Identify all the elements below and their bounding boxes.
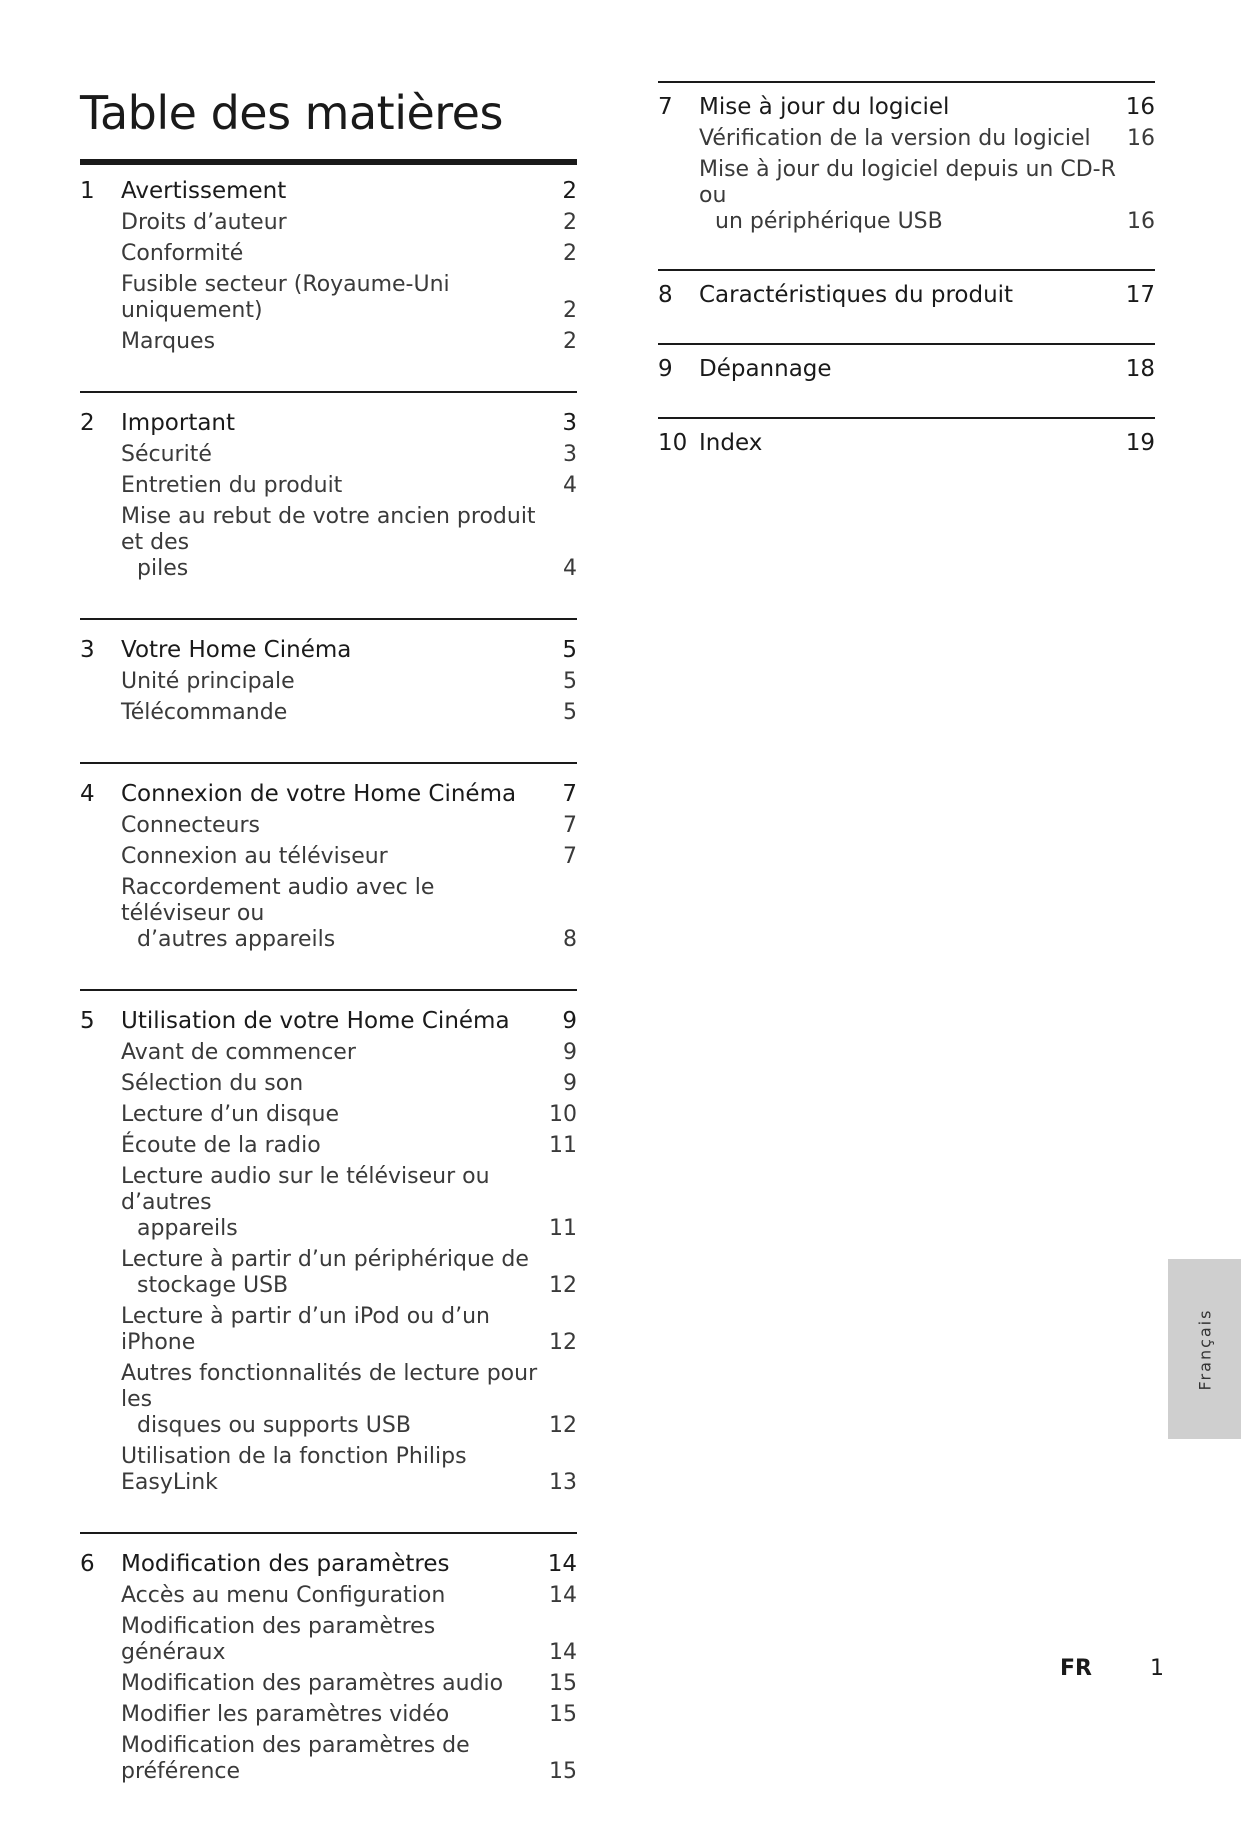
entry-title-line: Accès au menu Configuration: [121, 1583, 446, 1608]
entry-title-line: Télécommande: [121, 700, 288, 725]
entry-title-line: Mise à jour du logiciel depuis un CD-R ou: [699, 157, 1116, 208]
toc-entry[interactable]: [121, 1161, 577, 1244]
toc-entry[interactable]: [121, 810, 577, 841]
chapter-number: 6: [80, 1551, 95, 1577]
entry-title-line: Modification des paramètres audio: [121, 1671, 504, 1696]
entry-title-line: appareils: [137, 1216, 238, 1241]
toc-section-6: [80, 1532, 577, 1787]
toc-section-8: [658, 269, 1155, 311]
toc-entry[interactable]: [121, 207, 577, 238]
entry-page: 5: [563, 669, 577, 694]
entry-title-line: Lecture à partir d’un périphérique de: [121, 1247, 529, 1272]
chapter-heading[interactable]: [80, 407, 577, 439]
toc-section-3: [80, 618, 577, 728]
entry-title: [121, 473, 541, 499]
chapter-page: 5: [562, 637, 577, 663]
entry-title: [121, 1164, 541, 1242]
chapter-page: 17: [1125, 282, 1155, 308]
entry-page: 5: [563, 700, 577, 725]
chapter-number: 9: [658, 356, 673, 382]
page-footer: [1060, 1656, 1164, 1681]
entry-title-line: Lecture à partir d’un iPod ou d’un iPhone: [121, 1304, 490, 1355]
chapter-page: 7: [562, 781, 577, 807]
entry-title: [121, 1102, 541, 1128]
toc-entry[interactable]: [121, 1699, 577, 1730]
entry-title: [121, 1444, 541, 1496]
entry-title: [121, 241, 541, 267]
chapter-heading[interactable]: [80, 175, 577, 207]
entry-title: [121, 1361, 541, 1439]
entry-page: 14: [549, 1583, 577, 1608]
entry-title: [121, 1133, 541, 1159]
chapter-heading[interactable]: [658, 279, 1155, 311]
entry-title: [121, 1733, 541, 1785]
toc-section-2: [80, 391, 577, 584]
entry-page: 15: [549, 1759, 577, 1784]
chapter-title: Utilisation de votre Home Cinéma: [121, 1008, 510, 1034]
entry-page: 16: [1127, 126, 1155, 151]
entry-title: [121, 329, 541, 355]
entry-title: [121, 813, 541, 839]
chapter-title: Votre Home Cinéma: [121, 637, 352, 663]
toc-entry[interactable]: [121, 1130, 577, 1161]
chapter-page: 2: [562, 178, 577, 204]
chapter-heading[interactable]: [80, 1005, 577, 1037]
entry-title: [121, 1614, 541, 1666]
chapter-title: Avertissement: [121, 178, 287, 204]
entry-title: [121, 875, 541, 953]
entry-title-line: Entretien du produit: [121, 473, 343, 498]
toc-entry[interactable]: [121, 1358, 577, 1441]
footer-language: FR: [1060, 1656, 1092, 1681]
toc-column-left: [80, 159, 577, 1821]
toc-entry[interactable]: [121, 1099, 577, 1130]
toc-entry[interactable]: [121, 439, 577, 470]
entry-page: 8: [563, 927, 577, 952]
entry-title-line: Droits d’auteur: [121, 210, 287, 235]
entry-page: 9: [563, 1071, 577, 1096]
entry-page: 12: [549, 1413, 577, 1438]
chapter-page: 16: [1125, 94, 1155, 120]
entry-page: 2: [563, 241, 577, 266]
entry-title-line: Sélection du son: [121, 1071, 304, 1096]
entry-title-line: disques ou supports USB: [137, 1413, 411, 1438]
toc-section-1: [80, 159, 577, 357]
entry-title-line: piles: [137, 556, 189, 581]
toc-section-4: [80, 762, 577, 955]
entry-page: 11: [549, 1216, 577, 1241]
chapter-number: 1: [80, 178, 95, 204]
toc-entry[interactable]: [121, 269, 577, 326]
chapter-title: Modification des paramètres: [121, 1551, 450, 1577]
entry-page: 12: [549, 1330, 577, 1355]
entry-title-line: Sécurité: [121, 442, 212, 467]
entry-page: 13: [549, 1470, 577, 1495]
toc-entry[interactable]: [121, 1301, 577, 1358]
entry-title: [699, 157, 1119, 235]
entry-title: [121, 1702, 541, 1728]
entry-title-line: Raccordement audio avec le téléviseur ou: [121, 875, 435, 926]
entry-title-line: Modification des paramètres de préférence: [121, 1733, 470, 1784]
entry-page: 3: [563, 442, 577, 467]
entry-page: 16: [1127, 209, 1155, 234]
entry-title: [121, 700, 541, 726]
entry-title-line: Fusible secteur (Royaume-Uni uniquement): [121, 272, 450, 323]
entry-title-line: Vérification de la version du logiciel: [699, 126, 1091, 151]
entry-title-line: Connecteurs: [121, 813, 260, 838]
entry-title: [121, 1247, 541, 1299]
entry-page: 7: [563, 844, 577, 869]
chapter-heading[interactable]: [658, 353, 1155, 385]
chapter-number: 2: [80, 410, 95, 436]
entry-title-line: Autres fonctionnalités de lecture pour les: [121, 1361, 538, 1412]
toc-entry[interactable]: [121, 1244, 577, 1301]
page-title: Table des matières: [80, 86, 503, 140]
entry-title-line: stockage USB: [137, 1273, 289, 1298]
entry-title: [121, 669, 541, 695]
entry-title: [121, 272, 541, 324]
entry-title-line: Connexion au téléviseur: [121, 844, 388, 869]
entry-title: [121, 1040, 541, 1066]
toc-entry[interactable]: [121, 1037, 577, 1068]
toc-entry[interactable]: [121, 1668, 577, 1699]
chapter-number: 3: [80, 637, 95, 663]
entry-title-line: Modification des paramètres généraux: [121, 1614, 436, 1665]
entry-title-line: Mise au rebut de votre ancien produit et des: [121, 504, 536, 555]
chapter-title: Connexion de votre Home Cinéma: [121, 781, 517, 807]
entry-page: 2: [563, 210, 577, 235]
entry-title-line: Lecture audio sur le téléviseur ou d’autres: [121, 1164, 490, 1215]
toc-entry[interactable]: [121, 1580, 577, 1611]
entry-page: 14: [549, 1640, 577, 1665]
toc-entry[interactable]: [121, 841, 577, 872]
chapter-number: 5: [80, 1008, 95, 1034]
entry-page: 2: [563, 298, 577, 323]
toc-entry[interactable]: [121, 1611, 577, 1668]
chapter-number: 8: [658, 282, 673, 308]
entry-title-line: Conformité: [121, 241, 244, 266]
entry-title: [121, 844, 541, 870]
toc-entry[interactable]: [699, 123, 1155, 154]
entry-title: [699, 126, 1119, 152]
chapter-page: 3: [562, 410, 577, 436]
chapter-title: Mise à jour du logiciel: [699, 94, 950, 120]
entry-title-line: Unité principale: [121, 669, 295, 694]
entry-title: [121, 210, 541, 236]
toc-section-9: [658, 343, 1155, 385]
toc-entry[interactable]: [121, 1730, 577, 1787]
entry-page: 4: [563, 556, 577, 581]
chapter-heading[interactable]: [80, 1548, 577, 1580]
entry-title: [121, 1304, 541, 1356]
entry-title-line: Écoute de la radio: [121, 1133, 321, 1158]
footer-page-number: 1: [1150, 1656, 1164, 1681]
chapter-title: Index: [699, 430, 763, 456]
entry-page: 15: [549, 1671, 577, 1696]
entry-page: 2: [563, 329, 577, 354]
chapter-heading[interactable]: [80, 778, 577, 810]
chapter-page: 14: [547, 1551, 577, 1577]
chapter-number: 7: [658, 94, 673, 120]
toc-entry[interactable]: [121, 1068, 577, 1099]
entry-title-line: Utilisation de la fonction Philips EasyLink: [121, 1444, 467, 1495]
chapter-page: 19: [1125, 430, 1155, 456]
toc-section-5: [80, 989, 577, 1498]
entry-title: [121, 1583, 541, 1609]
chapter-title: Caractéristiques du produit: [699, 282, 1014, 308]
entry-title-line: Modifier les paramètres vidéo: [121, 1702, 450, 1727]
toc-entry[interactable]: [121, 501, 577, 584]
chapter-number: 4: [80, 781, 95, 807]
language-tab: [1168, 1259, 1241, 1439]
entry-title: [121, 442, 541, 468]
toc-entry[interactable]: [121, 326, 577, 357]
entry-page: 7: [563, 813, 577, 838]
toc-entry[interactable]: [121, 238, 577, 269]
entry-title: [121, 1071, 541, 1097]
chapter-page: 18: [1125, 356, 1155, 382]
entry-title: [121, 504, 541, 582]
entry-title-line: un périphérique USB: [715, 209, 943, 234]
entry-title-line: Avant de commencer: [121, 1040, 356, 1065]
language-tab-label: Français: [1195, 1308, 1215, 1390]
entry-title-line: Marques: [121, 329, 216, 354]
toc-entry[interactable]: [121, 697, 577, 728]
toc-entry[interactable]: [699, 154, 1155, 237]
chapter-heading[interactable]: [658, 91, 1155, 123]
entry-page: 11: [549, 1133, 577, 1158]
chapter-heading[interactable]: [658, 427, 1155, 459]
toc-entry[interactable]: [121, 666, 577, 697]
chapter-title: Dépannage: [699, 356, 832, 382]
entry-page: 15: [549, 1702, 577, 1727]
entry-page: 12: [549, 1273, 577, 1298]
toc-column-right: [658, 81, 1155, 491]
toc-entry[interactable]: [121, 1441, 577, 1498]
chapter-number: 10: [658, 430, 688, 456]
entry-title-line: d’autres appareils: [137, 927, 336, 952]
toc-section-7: [658, 81, 1155, 237]
chapter-heading[interactable]: [80, 634, 577, 666]
entry-page: 4: [563, 473, 577, 498]
chapter-page: 9: [562, 1008, 577, 1034]
entry-title-line: Lecture d’un disque: [121, 1102, 339, 1127]
entry-page: 9: [563, 1040, 577, 1065]
entry-page: 10: [549, 1102, 577, 1127]
toc-section-10: [658, 417, 1155, 459]
entry-title: [121, 1671, 541, 1697]
chapter-title: Important: [121, 410, 236, 436]
toc-entry[interactable]: [121, 470, 577, 501]
toc-entry[interactable]: [121, 872, 577, 955]
